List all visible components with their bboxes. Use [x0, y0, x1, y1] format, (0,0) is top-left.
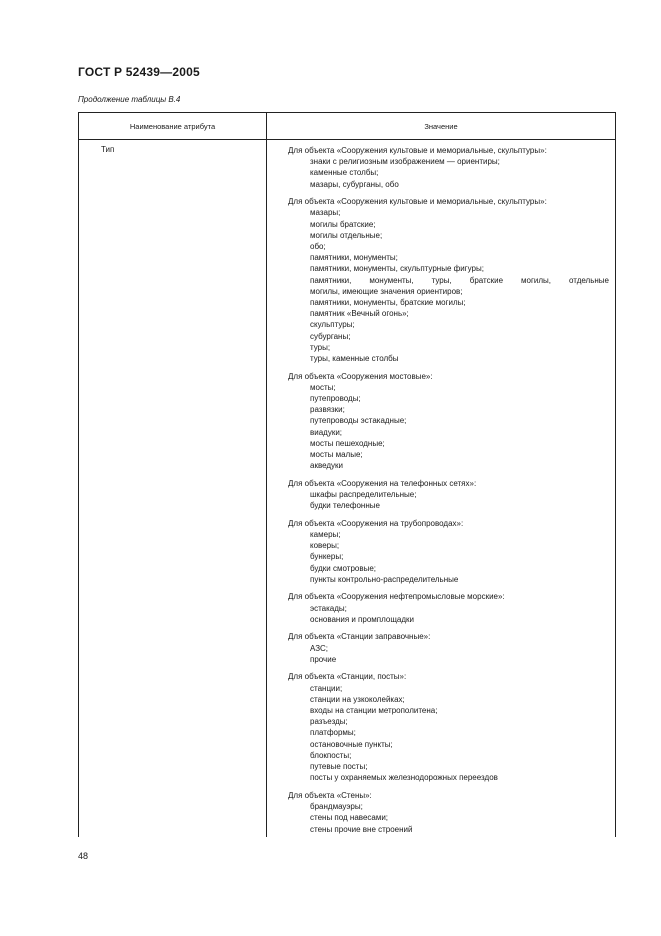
value-list-item: будки смотровые; [310, 563, 377, 573]
column-header-attribute-name: Наименование атрибута [129, 122, 216, 131]
value-list-item: разъезды; [310, 717, 348, 727]
value-list-item: платформы; [310, 728, 356, 738]
value-cell [288, 145, 609, 841]
value-list-item: путевые посты; [310, 762, 368, 772]
value-group [288, 790, 609, 835]
value-list-item: камеры; [310, 530, 341, 540]
value-list-item: основания и промплощадки [310, 614, 414, 624]
value-list-item: блокпосты; [310, 750, 352, 760]
value-list-item: входы на станции метрополитена; [310, 706, 438, 716]
value-list-item: мосты; [310, 382, 336, 392]
value-list-item: туры, каменные столбы [310, 354, 399, 364]
value-list-item: шкафы распределительные; [310, 490, 417, 500]
value-list-item: обо; [310, 242, 326, 252]
value-group [288, 478, 609, 512]
value-list-item: туры; [310, 342, 331, 352]
page-number: 48 [78, 851, 89, 861]
value-group [288, 591, 609, 625]
value-list-item: могилы, имеющие значения ориентиров; [310, 286, 463, 296]
value-group [288, 671, 609, 783]
table-header-row [79, 113, 615, 140]
value-list-item: станции; [310, 683, 343, 693]
value-list-item: путепроводы; [310, 394, 361, 404]
value-list-item: будки телефонные [310, 501, 380, 511]
value-list-item: эстакады; [310, 603, 347, 613]
column-header-value: Значение [424, 122, 458, 131]
value-list-item: памятники, монументы, братские могилы; [310, 298, 466, 308]
value-list-item: мазары; [310, 208, 341, 218]
document-title: ГОСТ Р 52439—2005 [78, 65, 200, 79]
value-list-item: прочие [310, 654, 337, 664]
value-list-item: коверы; [310, 541, 340, 551]
value-list-item: стены под навесами; [310, 813, 389, 823]
value-group-heading: Для объекта «Сооружения мостовые»: [288, 371, 433, 381]
value-list-item: развязки; [310, 405, 345, 415]
value-list-item: станции на узкоколейках; [310, 694, 405, 704]
value-list-item: мазары, субурганы, обо [310, 179, 399, 189]
value-group [288, 145, 609, 190]
value-list-item: пункты контрольно-распределительные [310, 574, 459, 584]
value-list-item: могилы братские; [310, 219, 376, 229]
attribute-name-cell: Тип [101, 145, 115, 154]
table-caption: Продолжение таблицы В.4 [78, 95, 181, 104]
value-list-item: путепроводы эстакадные; [310, 416, 407, 426]
value-group-heading: Для объекта «Сооружения на трубопроводах»: [288, 518, 464, 528]
value-list-item: памятники, монументы; [310, 253, 398, 263]
value-list-item: скульптуры; [310, 320, 355, 330]
value-list-item: памятники, монументы, скульптурные фигуры; [310, 264, 484, 274]
value-list-item: памятники, монументы, туры, братские могилы, отдельные [310, 275, 609, 285]
attribute-table [78, 112, 616, 837]
value-list-item: мосты малые; [310, 450, 363, 460]
value-group-heading: Для объекта «Сооружения нефтепромысловые морские»: [288, 592, 505, 602]
value-group [288, 518, 609, 585]
value-list-item: могилы отдельные; [310, 230, 383, 240]
value-list-item: брандмауэры; [310, 802, 363, 812]
value-group-heading: Для объекта «Станции, посты»: [288, 672, 407, 682]
value-list-item: мосты пешеходные; [310, 438, 385, 448]
value-list-item: остановочные пункты; [310, 739, 393, 749]
value-group-heading: Для объекта «Сооружения культовые и мемориальные, скульптуры»: [288, 146, 547, 155]
value-group-heading: Для объекта «Сооружения на телефонных сетях»: [288, 478, 477, 488]
value-group-heading: Для объекта «Станции заправочные»: [288, 632, 431, 642]
value-list-item: виадуки; [310, 427, 343, 437]
value-list-item: акведуки [310, 461, 344, 471]
value-list-item: АЗС; [310, 643, 328, 653]
value-list-item: стены прочие вне строений [310, 824, 413, 834]
value-list-item: субурганы; [310, 331, 351, 341]
value-group [288, 196, 609, 364]
column-divider [266, 113, 267, 837]
value-list-item: знаки с религиозным изображением — ориентиры; [310, 157, 500, 167]
value-group-heading: Для объекта «Стены»: [288, 790, 372, 800]
value-list-item: бункеры; [310, 552, 344, 562]
value-group-heading: Для объекта «Сооружения культовые и мемориальные, скульптуры»: [288, 197, 547, 207]
value-group [288, 631, 609, 665]
value-list-item: каменные столбы; [310, 168, 379, 178]
value-list-item: памятник «Вечный огонь»; [310, 309, 409, 319]
value-list-item: посты у охраняемых железнодорожных переездов [310, 773, 498, 783]
value-group [288, 371, 609, 472]
